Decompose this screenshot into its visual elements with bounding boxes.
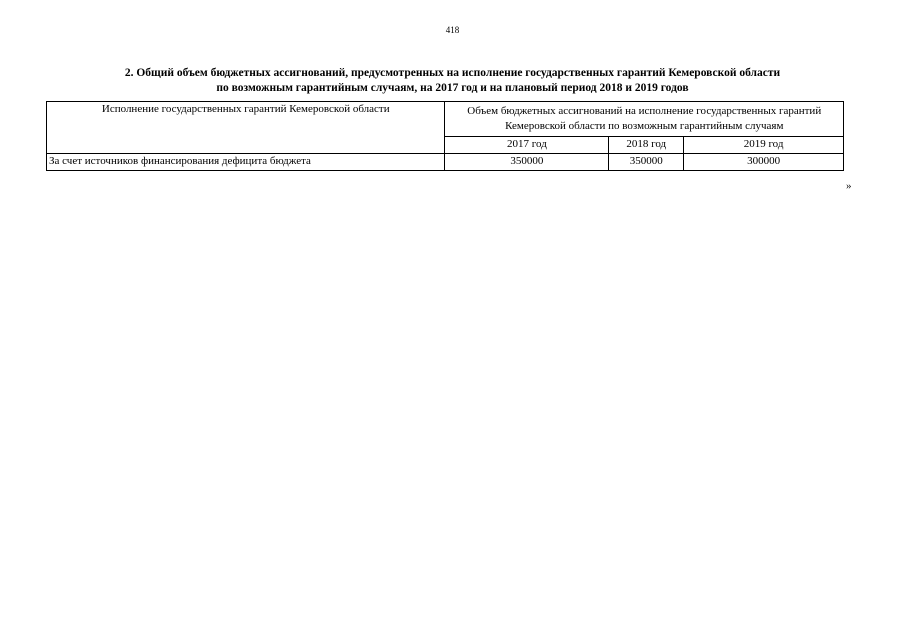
section-title-line-2: по возможным гарантийным случаям, на 2017 год и на плановый период 2018 и 2019 годов [216,82,689,94]
column-header-year-2019: 2019 год [684,137,844,154]
row-value-2019: 300000 [684,154,844,171]
column-header-year-2018: 2018 год [609,137,684,154]
row-label: За счет источников финансирования дефицита бюджета [47,154,445,171]
table-row [47,154,844,171]
section-title-line-1: 2. Общий объем бюджетных ассигнований, предусмотренных на исполнение государственных гарантий Кемеровской области [124,67,781,79]
column-header-year-2017: 2017 год [445,137,609,154]
section-title [40,66,865,96]
column-header-group-allocations: Объем бюджетных ассигнований на исполнение государственных гарантий Кемеровской области по возможным гарантийным случаям [445,102,844,137]
column-header-execution: Исполнение государственных гарантий Кемеровской области [47,102,445,154]
closing-quote: » [846,180,852,192]
guarantees-table [46,101,844,171]
table-header-row [47,102,844,137]
row-value-2017: 350000 [445,154,609,171]
row-value-2018: 350000 [609,154,684,171]
page-number: 418 [445,25,460,35]
